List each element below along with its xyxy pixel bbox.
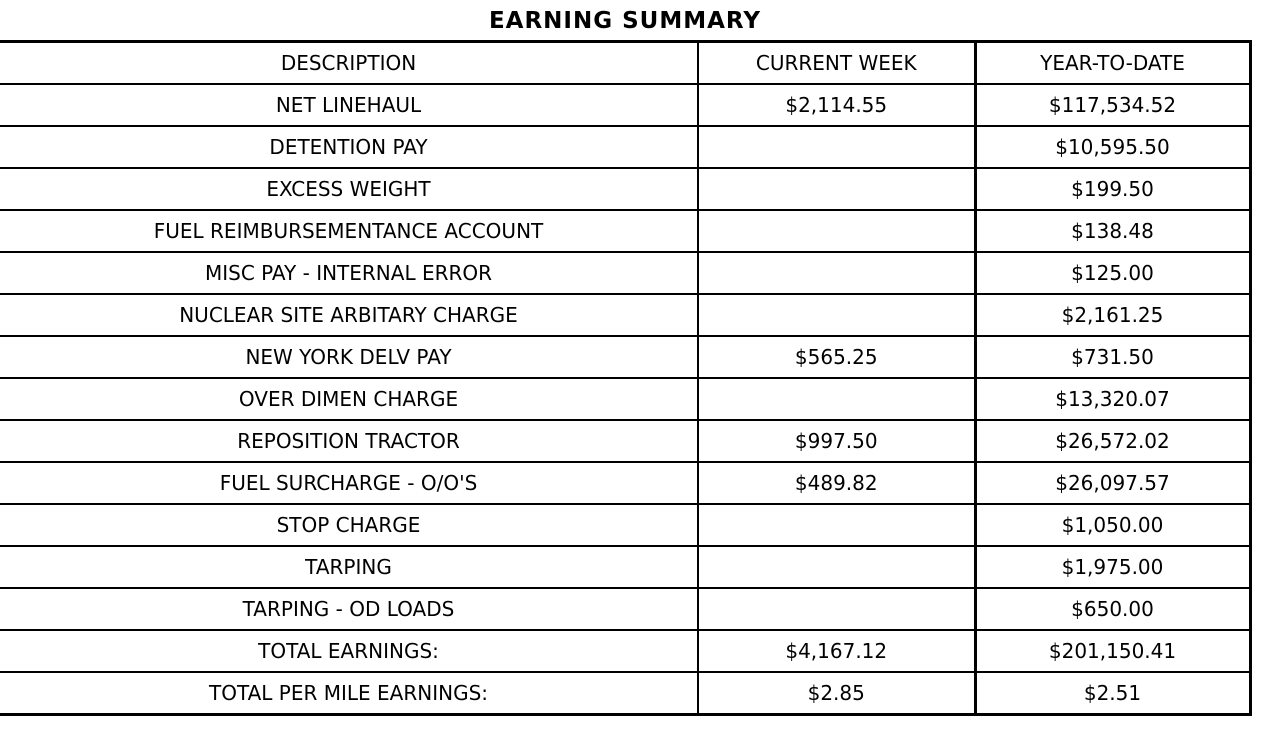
table-row bbox=[0, 126, 1250, 168]
description-cell: REPOSITION TRACTOR bbox=[0, 420, 698, 462]
current-week-cell: $489.82 bbox=[698, 462, 975, 504]
current-week-cell bbox=[698, 546, 975, 588]
table-header-row bbox=[0, 42, 1250, 85]
table-row bbox=[0, 672, 1250, 715]
table-row bbox=[0, 336, 1250, 378]
description-cell: STOP CHARGE bbox=[0, 504, 698, 546]
column-header-current-week: CURRENT WEEK bbox=[698, 42, 975, 85]
year-to-date-cell: $117,534.52 bbox=[975, 84, 1250, 126]
current-week-cell: $2,114.55 bbox=[698, 84, 975, 126]
year-to-date-cell: $26,572.02 bbox=[975, 420, 1250, 462]
current-week-cell: $997.50 bbox=[698, 420, 975, 462]
description-cell: FUEL REIMBURSEMENTANCE ACCOUNT bbox=[0, 210, 698, 252]
year-to-date-cell: $10,595.50 bbox=[975, 126, 1250, 168]
earning-summary-table bbox=[0, 40, 1252, 716]
current-week-cell bbox=[698, 588, 975, 630]
description-cell: OVER DIMEN CHARGE bbox=[0, 378, 698, 420]
description-cell: NEW YORK DELV PAY bbox=[0, 336, 698, 378]
description-cell: TOTAL PER MILE EARNINGS: bbox=[0, 672, 698, 715]
current-week-cell bbox=[698, 126, 975, 168]
year-to-date-cell: $2.51 bbox=[975, 672, 1250, 715]
year-to-date-cell: $650.00 bbox=[975, 588, 1250, 630]
description-cell: NET LINEHAUL bbox=[0, 84, 698, 126]
description-cell: FUEL SURCHARGE - O/O'S bbox=[0, 462, 698, 504]
year-to-date-cell: $2,161.25 bbox=[975, 294, 1250, 336]
table-row bbox=[0, 462, 1250, 504]
table-row bbox=[0, 630, 1250, 672]
column-header-description: DESCRIPTION bbox=[0, 42, 698, 85]
table-row bbox=[0, 84, 1250, 126]
column-header-year-to-date: YEAR-TO-DATE bbox=[975, 42, 1250, 85]
table-row bbox=[0, 294, 1250, 336]
year-to-date-cell: $26,097.57 bbox=[975, 462, 1250, 504]
description-cell: DETENTION PAY bbox=[0, 126, 698, 168]
current-week-cell bbox=[698, 294, 975, 336]
description-cell: TARPING bbox=[0, 546, 698, 588]
year-to-date-cell: $138.48 bbox=[975, 210, 1250, 252]
year-to-date-cell: $13,320.07 bbox=[975, 378, 1250, 420]
table-row bbox=[0, 588, 1250, 630]
year-to-date-cell: $1,050.00 bbox=[975, 504, 1250, 546]
current-week-cell: $565.25 bbox=[698, 336, 975, 378]
description-cell: NUCLEAR SITE ARBITARY CHARGE bbox=[0, 294, 698, 336]
year-to-date-cell: $125.00 bbox=[975, 252, 1250, 294]
table-row bbox=[0, 168, 1250, 210]
table-row bbox=[0, 420, 1250, 462]
table-row bbox=[0, 252, 1250, 294]
current-week-cell bbox=[698, 504, 975, 546]
year-to-date-cell: $201,150.41 bbox=[975, 630, 1250, 672]
year-to-date-cell: $731.50 bbox=[975, 336, 1250, 378]
current-week-cell: $4,167.12 bbox=[698, 630, 975, 672]
current-week-cell: $2.85 bbox=[698, 672, 975, 715]
table-row bbox=[0, 504, 1250, 546]
current-week-cell bbox=[698, 210, 975, 252]
description-cell: TARPING - OD LOADS bbox=[0, 588, 698, 630]
current-week-cell bbox=[698, 252, 975, 294]
description-cell: TOTAL EARNINGS: bbox=[0, 630, 698, 672]
page-title: EARNING SUMMARY bbox=[488, 8, 762, 34]
table-body bbox=[0, 84, 1250, 715]
description-cell: EXCESS WEIGHT bbox=[0, 168, 698, 210]
current-week-cell bbox=[698, 378, 975, 420]
description-cell: MISC PAY - INTERNAL ERROR bbox=[0, 252, 698, 294]
table-row bbox=[0, 546, 1250, 588]
year-to-date-cell: $1,975.00 bbox=[975, 546, 1250, 588]
table-row bbox=[0, 210, 1250, 252]
year-to-date-cell: $199.50 bbox=[975, 168, 1250, 210]
current-week-cell bbox=[698, 168, 975, 210]
table-row bbox=[0, 378, 1250, 420]
